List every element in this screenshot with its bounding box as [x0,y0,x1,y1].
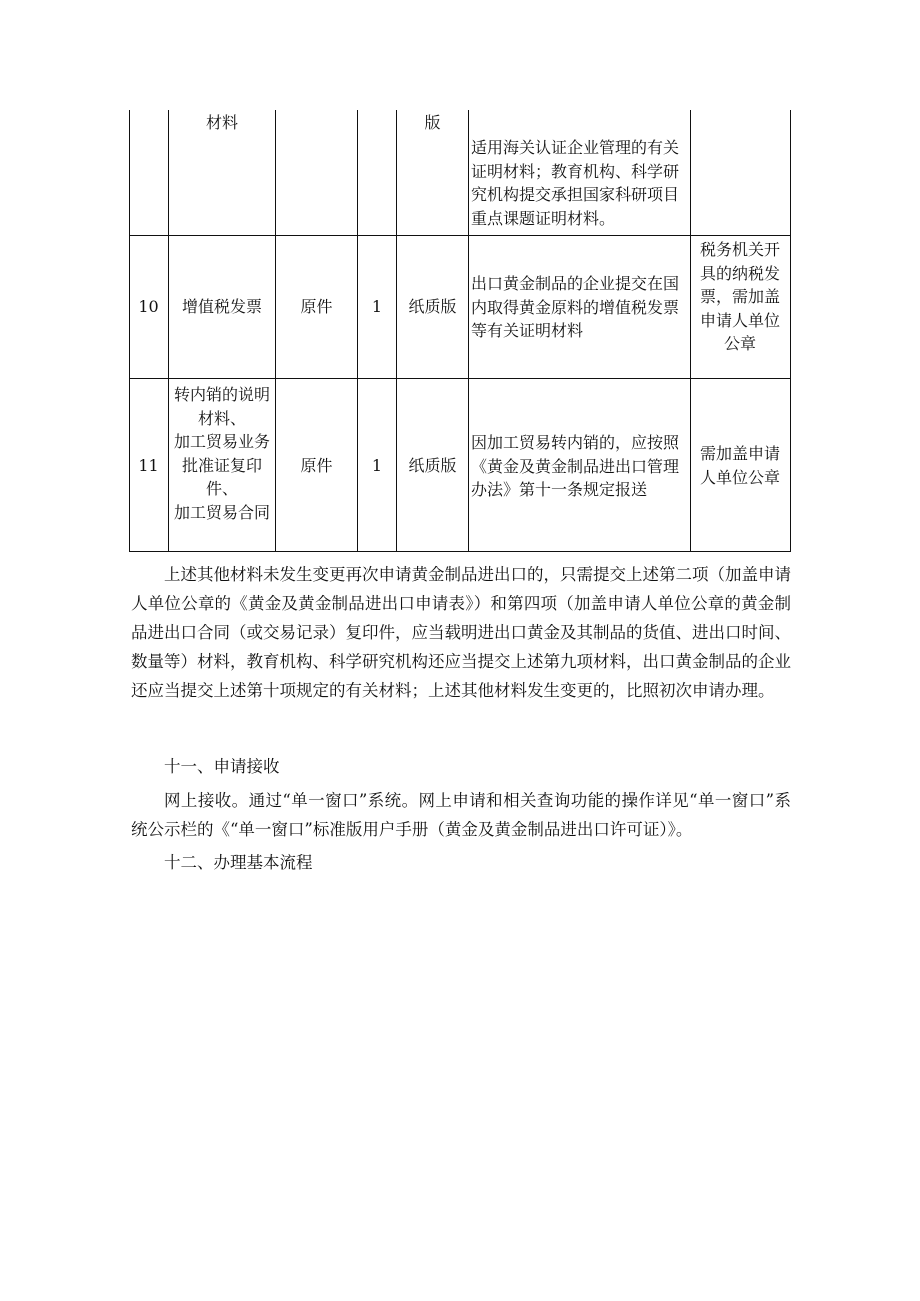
table-cell-qty: 1 [371,297,383,316]
table-cell-name: 材料 [205,113,238,132]
table-cell-form: 纸质版 [408,297,457,316]
table-cell-description: 出口黄金制品的企业提交在国内取得黄金原料的增值税发票等有关证明材料 [471,274,680,340]
table-cell-name [169,383,275,524]
table-cell-description: 因加工贸易转内销的，应按照《黄金及黄金制品进出口管理办法》第十一条规定报送 [471,433,680,499]
paragraph-online-receipt: 网上接收。通过“单一窗口”系统。网上申请和相关查询功能的操作详见“单一窗口”系统公示栏的《“单一窗口”标准版用户手册（黄金及黄金制品进出口许可证）》。 [131,791,791,839]
table-border-left [129,110,130,552]
table-col-divider [468,110,469,552]
table-col-divider [690,110,691,552]
table-border-right [790,110,791,552]
table-cell-note: 税务机关开具的纳税发票，需加盖申请人单位公章 [699,240,780,353]
table-col-divider [275,110,276,552]
paragraph-resubmission: 上述其他材料未发生变更再次申请黄金制品进出口的，只需提交上述第二项（加盖申请人单位公章的《黄金及黄金制品进出口申请表》）和第四项（加盖申请人单位公章的黄金制品进出口合同（或交易记录）复印件，应当载明进出口黄金及其制品的货值、进出口时间、数量等）材料，教育机构、科学研究机构还应当提交上述第九项材料，出口黄金制品的企业还应当提交上述第十项规定的有关材料；上述其他材料发生变更的，比照初次申请办理。 [131,565,791,700]
table-cell-note: 需加盖申请人单位公章 [699,444,780,487]
table-row-divider [129,378,791,379]
table-col-divider [396,110,397,552]
table-cell-name-line: 转内销的说明材料、 [173,385,270,428]
table-cell-name-line: 加工贸易业务批准证复印件、 [173,432,270,498]
table-cell-type: 原件 [300,456,333,475]
table-col-divider [357,110,358,552]
table-cell-qty: 1 [371,456,383,475]
table-border-bottom [129,551,791,552]
table-cell-no: 11 [138,456,159,475]
table-cell-description: 适用海关认证企业管理的有关证明材料；教育机构、科学研究机构提交承担国家科研项目重点课题证明材料。 [471,138,680,228]
section-heading-12: 十二、办理基本流程 [164,853,313,872]
table-cell-name: 增值税发票 [181,297,262,316]
table-cell-no: 10 [138,297,159,316]
table-cell-type: 原件 [300,297,333,316]
materials-table [129,110,791,552]
section-heading-11: 十一、申请接收 [164,757,280,776]
table-cell-form: 纸质版 [408,456,457,475]
table-cell-form: 版 [424,113,441,132]
table-row-divider [129,235,791,236]
table-cell-name-line: 加工贸易合同 [173,502,270,522]
